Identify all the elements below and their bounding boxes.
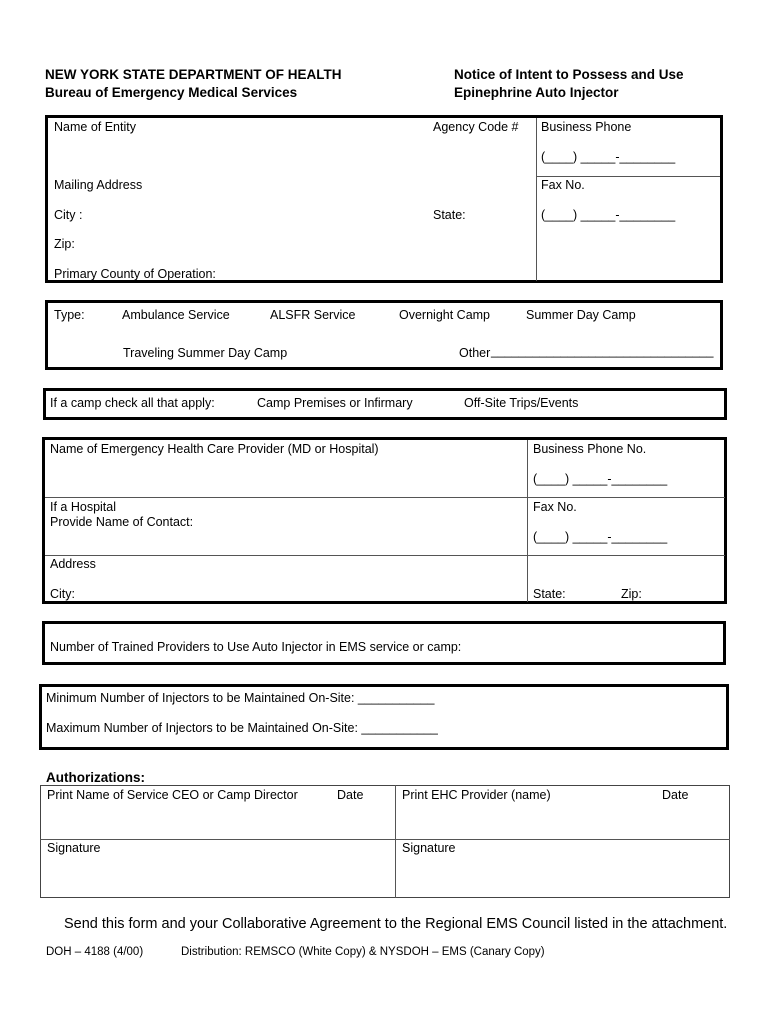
type-ambulance[interactable]: Ambulance Service xyxy=(122,308,230,322)
mailing-address-label: Mailing Address xyxy=(54,178,143,192)
agency-code-label: Agency Code # xyxy=(433,120,519,134)
ehc-divider xyxy=(527,440,528,602)
type-traveling-camp[interactable]: Traveling Summer Day Camp xyxy=(123,346,288,360)
ehc-fax-field[interactable]: (____) _____-________ xyxy=(533,530,668,544)
authorizations-heading: Authorizations: xyxy=(46,770,145,785)
ceo-signature-label[interactable]: Signature xyxy=(47,841,101,855)
bureau-title: Bureau of Emergency Medical Services xyxy=(45,85,298,100)
city-label: City : xyxy=(54,208,83,222)
ehc-city-label: City: xyxy=(50,587,75,601)
entity-phone-divider xyxy=(536,176,720,177)
fax-label: Fax No. xyxy=(541,178,585,192)
camp-offsite-option[interactable]: Off-Site Trips/Events xyxy=(464,396,579,410)
type-other-label: Other xyxy=(459,346,491,360)
fax-field[interactable]: (____) _____-________ xyxy=(541,208,676,222)
auth-row-line xyxy=(40,839,730,840)
trained-providers-label[interactable]: Number of Trained Providers to Use Auto Injector in EMS service or camp: xyxy=(50,640,462,654)
business-phone-label: Business Phone xyxy=(541,120,632,134)
ehc-state-label: State: xyxy=(533,587,566,601)
camp-premises-option[interactable]: Camp Premises or Infirmary xyxy=(257,396,413,410)
form-title-line2: Epinephrine Auto Injector xyxy=(454,85,619,100)
ehc-provider-label: Name of Emergency Health Care Provider (MD or Hospital) xyxy=(50,442,379,456)
entity-section xyxy=(45,115,723,283)
hospital-contact-label: Provide Name of Contact: xyxy=(50,515,194,529)
form-id: DOH – 4188 (4/00) xyxy=(46,946,144,958)
county-label: Primary County of Operation: xyxy=(54,267,216,281)
ehc-signature-label[interactable]: Signature xyxy=(402,841,456,855)
ehc-date-label[interactable]: Date xyxy=(662,788,689,802)
ehc-name-label[interactable]: Print EHC Provider (name) xyxy=(402,788,551,802)
department-title: NEW YORK STATE DEPARTMENT OF HEALTH xyxy=(45,67,342,82)
ehc-zip-label: Zip: xyxy=(621,587,642,601)
ehc-phone-field[interactable]: (____) _____-________ xyxy=(533,472,668,486)
type-alsfr[interactable]: ALSFR Service xyxy=(270,308,356,322)
type-summer-day-camp[interactable]: Summer Day Camp xyxy=(526,308,636,322)
form-title-line1: Notice of Intent to Possess and Use xyxy=(454,67,684,82)
state-label: State: xyxy=(433,208,466,222)
type-overnight-camp[interactable]: Overnight Camp xyxy=(399,308,491,322)
ehc-row-line-1 xyxy=(45,497,725,498)
ehc-phone-label: Business Phone No. xyxy=(533,442,647,456)
auth-divider xyxy=(395,785,396,898)
business-phone-field[interactable]: (____) _____-________ xyxy=(541,150,676,164)
ehc-fax-label: Fax No. xyxy=(533,500,577,514)
type-other-field[interactable]: ________________________________ xyxy=(491,344,714,358)
entity-divider xyxy=(536,118,537,281)
min-injectors-field[interactable]: Minimum Number of Injectors to be Maintained On-Site: ___________ xyxy=(46,691,435,705)
ehc-address-label: Address xyxy=(50,557,96,571)
entity-name-label: Name of Entity xyxy=(54,120,136,134)
max-injectors-field[interactable]: Maximum Number of Injectors to be Maintained On-Site: ___________ xyxy=(46,721,438,735)
distribution-note: Distribution: REMSCO (White Copy) & NYSDOH – EMS (Canary Copy) xyxy=(181,946,545,958)
type-label: Type: xyxy=(54,308,85,322)
ehc-row-line-2 xyxy=(45,555,725,556)
send-instructions: Send this form and your Collaborative Agreement to the Regional EMS Council listed in the attachment. xyxy=(64,916,728,932)
hospital-label: If a Hospital xyxy=(50,500,117,514)
zip-label: Zip: xyxy=(54,237,75,251)
camp-label: If a camp check all that apply: xyxy=(50,396,215,410)
ceo-name-label[interactable]: Print Name of Service CEO or Camp Director xyxy=(47,788,298,802)
ceo-date-label[interactable]: Date xyxy=(337,788,364,802)
